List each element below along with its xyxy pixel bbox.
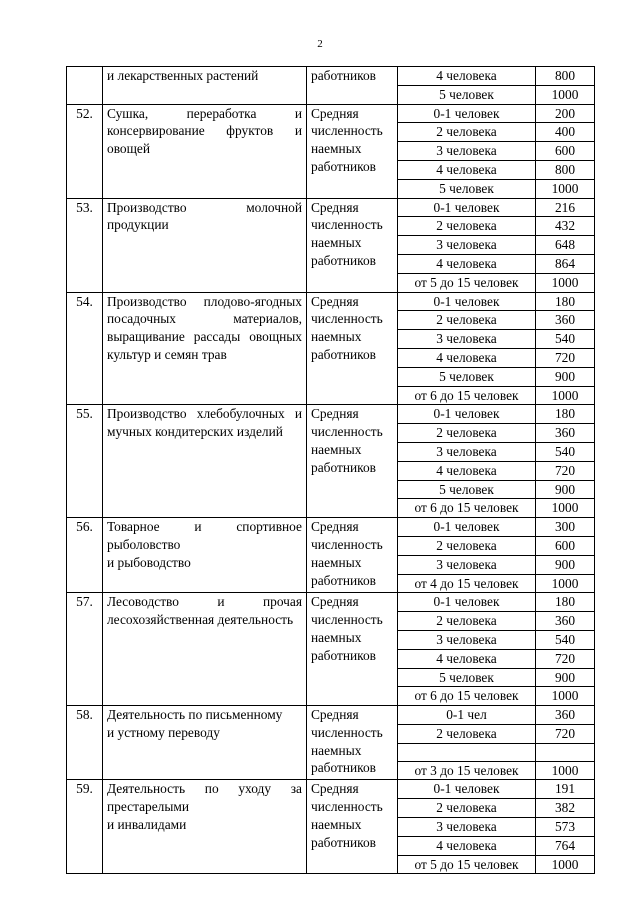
employee-count: 4 человека <box>398 254 536 273</box>
table-row <box>67 405 595 424</box>
amount-value: 1000 <box>536 855 595 874</box>
employee-count: 0-1 человек <box>398 198 536 217</box>
amount-value: 573 <box>536 818 595 837</box>
amount-value: 900 <box>536 555 595 574</box>
page-number: 2 <box>317 38 323 50</box>
amount-value: 1000 <box>536 574 595 593</box>
employee-count: 4 человека <box>398 461 536 480</box>
row-number <box>67 67 103 105</box>
amount-value: 382 <box>536 799 595 818</box>
employee-count: 5 человек <box>398 85 536 104</box>
amount-value: 1000 <box>536 386 595 405</box>
employee-count: от 5 до 15 человек <box>398 273 536 292</box>
employee-count: 2 человека <box>398 311 536 330</box>
employee-count: 4 человека <box>398 67 536 86</box>
amount-value: 540 <box>536 630 595 649</box>
amount-value <box>536 743 595 761</box>
amount-value: 1000 <box>536 687 595 706</box>
employee-count: 3 человека <box>398 236 536 255</box>
employee-count: 2 человека <box>398 217 536 236</box>
employee-count: 2 человека <box>398 799 536 818</box>
amount-value: 360 <box>536 612 595 631</box>
activity-name: Производство хлебобулочных и мучных кондитерских изделий <box>103 405 307 518</box>
indicator: Средняя численность наемных работников <box>307 405 398 518</box>
table-row <box>67 706 595 725</box>
employee-count: 3 человека <box>398 818 536 837</box>
employee-count: 4 человека <box>398 160 536 179</box>
amount-value: 764 <box>536 836 595 855</box>
indicator: работников <box>307 67 398 105</box>
amount-value: 600 <box>536 536 595 555</box>
amount-value: 720 <box>536 461 595 480</box>
row-number: 52. <box>67 104 103 198</box>
activity-name: Производство плодово-ягодных посадочных материалов, выращивание рассады овощных культур и семян трав <box>103 292 307 405</box>
employee-count: 0-1 человек <box>398 593 536 612</box>
indicator: Средняя численность наемных работников <box>307 706 398 780</box>
table-row <box>67 518 595 537</box>
amount-value: 216 <box>536 198 595 217</box>
employee-count: от 3 до 15 человек <box>398 761 536 780</box>
activity-name: Производство молочной продукции <box>103 198 307 292</box>
amount-value: 600 <box>536 142 595 161</box>
amount-value: 720 <box>536 649 595 668</box>
row-number: 57. <box>67 593 103 706</box>
row-number: 55. <box>67 405 103 518</box>
amount-value: 1000 <box>536 179 595 198</box>
employee-count: 2 человека <box>398 123 536 142</box>
amount-value: 900 <box>536 480 595 499</box>
amount-value: 800 <box>536 160 595 179</box>
indicator: Средняя численность наемных работников <box>307 780 398 874</box>
table-row <box>67 780 595 799</box>
activity-name: и лекарственных растений <box>103 67 307 105</box>
amount-value: 900 <box>536 367 595 386</box>
employee-count: 3 человека <box>398 630 536 649</box>
employee-count: 3 человека <box>398 555 536 574</box>
amount-value: 180 <box>536 405 595 424</box>
amount-value: 864 <box>536 254 595 273</box>
amount-value: 1000 <box>536 273 595 292</box>
amount-value: 800 <box>536 67 595 86</box>
amount-value: 540 <box>536 442 595 461</box>
employee-count: 0-1 человек <box>398 292 536 311</box>
activity-name: Деятельность по уходу за престарелыми и инвалидами <box>103 780 307 874</box>
table-row <box>67 104 595 123</box>
table-row <box>67 67 595 86</box>
employee-count: 2 человека <box>398 424 536 443</box>
activity-name: Лесоводство и прочая лесохозяйственная деятельность <box>103 593 307 706</box>
indicator: Средняя численность наемных работников <box>307 593 398 706</box>
amount-value: 720 <box>536 348 595 367</box>
employee-count: 3 человека <box>398 442 536 461</box>
amount-value: 1000 <box>536 85 595 104</box>
employee-count: 4 человека <box>398 836 536 855</box>
amount-value: 432 <box>536 217 595 236</box>
employee-count: 0-1 человек <box>398 405 536 424</box>
employee-count: от 6 до 15 человек <box>398 386 536 405</box>
table-row <box>67 198 595 217</box>
amount-value: 300 <box>536 518 595 537</box>
indicator: Средняя численность наемных работников <box>307 104 398 198</box>
activity-name: Деятельность по письменному и устному переводу <box>103 706 307 780</box>
indicator: Средняя численность наемных работников <box>307 292 398 405</box>
activity-name: Товарное и спортивное рыболовство и рыбоводство <box>103 518 307 593</box>
amount-value: 191 <box>536 780 595 799</box>
row-number: 54. <box>67 292 103 405</box>
row-number: 56. <box>67 518 103 593</box>
amount-value: 648 <box>536 236 595 255</box>
row-number: 59. <box>67 780 103 874</box>
table-row <box>67 593 595 612</box>
employee-count <box>398 743 536 761</box>
amount-value: 400 <box>536 123 595 142</box>
employee-count: 3 человека <box>398 142 536 161</box>
employee-count: 5 человек <box>398 480 536 499</box>
tariff-table <box>66 66 595 874</box>
employee-count: 0-1 чел <box>398 706 536 725</box>
amount-value: 540 <box>536 330 595 349</box>
employee-count: 4 человека <box>398 649 536 668</box>
employee-count: 0-1 человек <box>398 104 536 123</box>
amount-value: 1000 <box>536 761 595 780</box>
employee-count: от 5 до 15 человек <box>398 855 536 874</box>
amount-value: 360 <box>536 706 595 725</box>
amount-value: 200 <box>536 104 595 123</box>
amount-value: 1000 <box>536 499 595 518</box>
indicator: Средняя численность наемных работников <box>307 518 398 593</box>
employee-count: от 6 до 15 человек <box>398 687 536 706</box>
employee-count: 5 человек <box>398 179 536 198</box>
amount-value: 720 <box>536 724 595 743</box>
employee-count: 0-1 человек <box>398 518 536 537</box>
amount-value: 360 <box>536 311 595 330</box>
amount-value: 180 <box>536 593 595 612</box>
indicator: Средняя численность наемных работников <box>307 198 398 292</box>
employee-count: 5 человек <box>398 668 536 687</box>
amount-value: 180 <box>536 292 595 311</box>
employee-count: 0-1 человек <box>398 780 536 799</box>
amount-value: 900 <box>536 668 595 687</box>
amount-value: 360 <box>536 424 595 443</box>
table-row <box>67 292 595 311</box>
employee-count: 2 человека <box>398 724 536 743</box>
activity-name: Сушка, переработка и консервирование фруктов и овощей <box>103 104 307 198</box>
employee-count: от 6 до 15 человек <box>398 499 536 518</box>
employee-count: 4 человека <box>398 348 536 367</box>
row-number: 58. <box>67 706 103 780</box>
employee-count: 3 человека <box>398 330 536 349</box>
tariff-table-body <box>67 67 595 874</box>
employee-count: 5 человек <box>398 367 536 386</box>
employee-count: 2 человека <box>398 536 536 555</box>
row-number: 53. <box>67 198 103 292</box>
employee-count: от 4 до 15 человек <box>398 574 536 593</box>
employee-count: 2 человека <box>398 612 536 631</box>
